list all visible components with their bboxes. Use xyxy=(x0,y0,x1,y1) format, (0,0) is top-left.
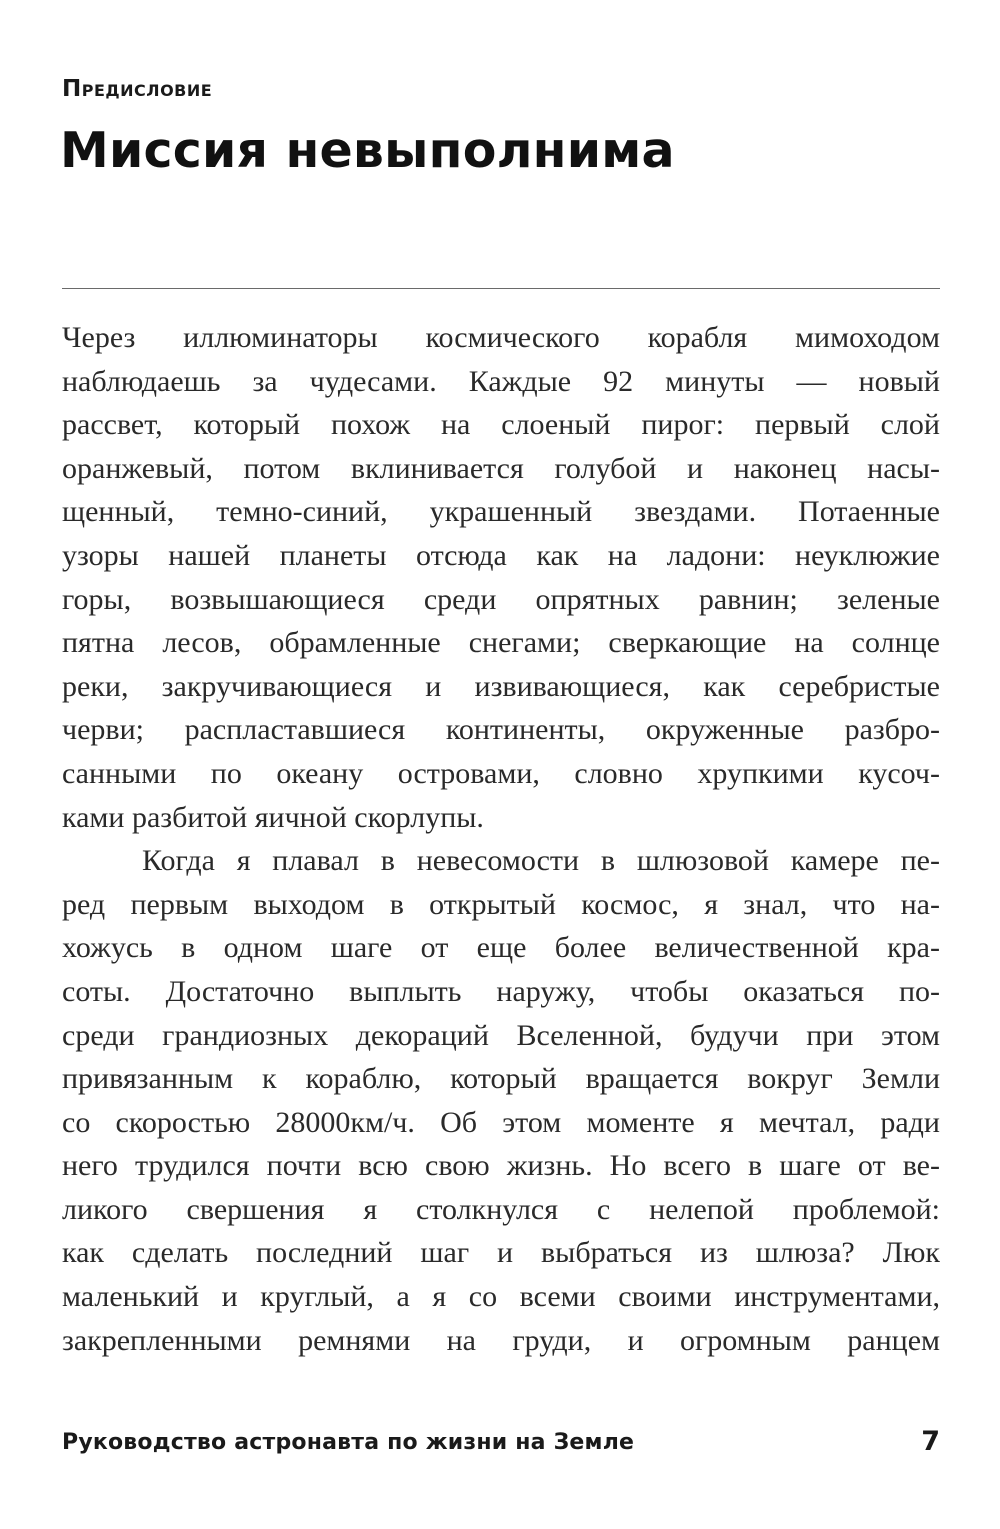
body-text xyxy=(62,316,940,1362)
text-line: среди грандиозных декораций Вселенной, будучи при этом xyxy=(62,1018,940,1052)
title-divider xyxy=(62,288,940,289)
text-line: реки, закручивающиеся и извивающиеся, как серебристые xyxy=(62,669,940,703)
text-line: санными по океану островами, словно хрупкими кусоч- xyxy=(62,756,940,790)
text-line: наблюдаешь за чудесами. Каждые 92 минуты — новый xyxy=(62,364,940,398)
text-line: ками разбитой яичной скорлупы. xyxy=(62,800,484,834)
text-line: рассвет, который похож на слоеный пирог: первый слой xyxy=(62,408,940,442)
chapter-title: Миссия невыполнима xyxy=(60,122,675,179)
text-line: Через иллюминаторы космического корабля мимоходом xyxy=(62,321,940,354)
text-line: со скоростью 28000км/ч. Об этом моменте я мечтал, ради xyxy=(62,1105,940,1139)
text-line: хожусь в одном шаге от еще более величественной кра- xyxy=(62,931,940,965)
text-line: маленький и круглый, а я со всеми своими инструментами, xyxy=(62,1280,940,1314)
text-line: ликого свершения я столкнулся с нелепой проблемой: xyxy=(62,1192,940,1226)
text-line: узоры нашей планеты отсюда как на ладони: неуклюжие xyxy=(62,538,940,572)
text-line: Когда я плавал в невесомости в шлюзовой камере пе- xyxy=(142,844,940,878)
text-line: соты. Достаточно выплыть наружу, чтобы оказаться по- xyxy=(62,974,940,1008)
text-line: привязанным к кораблю, который вращается вокруг Земли xyxy=(62,1062,940,1096)
section-label: Предисловие xyxy=(62,76,213,102)
text-line: горы, возвышающиеся среди опрятных равнин; зеленые xyxy=(62,582,940,616)
text-line: него трудился почти всю свою жизнь. Но всего в шаге от ве- xyxy=(62,1149,940,1183)
text-line: щенный, темно-синий, украшенный звездами. Потаенные xyxy=(62,495,940,529)
text-line: ред первым выходом в открытый космос, я знал, что на- xyxy=(62,887,940,921)
text-line: пятна лесов, обрамленные снегами; сверкающие на солнце xyxy=(62,626,940,660)
text-line: черви; распластавшиеся континенты, окруженные разбро- xyxy=(62,713,940,747)
page-number: 7 xyxy=(921,1426,940,1457)
text-line: как сделать последний шаг и выбраться из шлюза? Люк xyxy=(62,1236,940,1270)
text-line: оранжевый, потом вклинивается голубой и наконец насы- xyxy=(62,451,940,485)
running-footer-title: Руководство астронавта по жизни на Земле xyxy=(62,1430,635,1455)
text-line: закрепленными ремнями на груди, и огромным ранцем xyxy=(62,1323,940,1357)
